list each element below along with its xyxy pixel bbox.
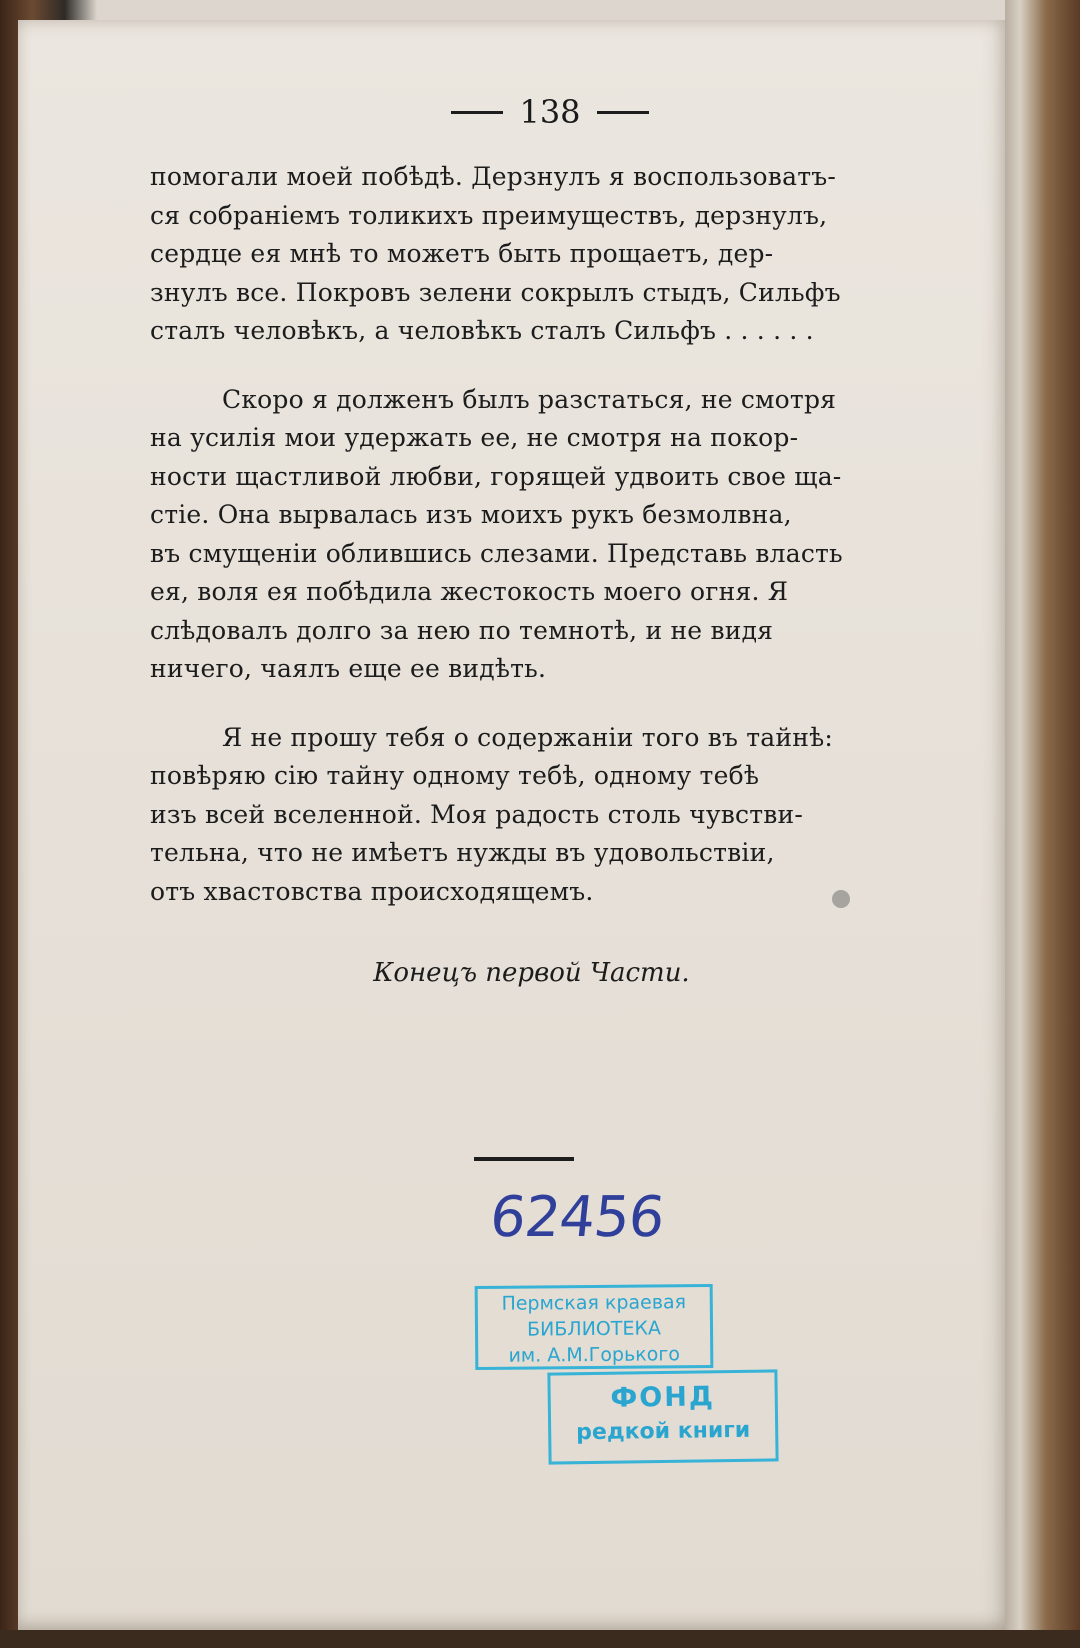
text-line: ся собраніемъ толикихъ преимуществъ, дерзнулъ, [150, 200, 828, 230]
text-line: сталъ человѣкъ, а человѣкъ сталъ Сильфъ . . . . . . [150, 316, 814, 345]
text-line: тельна, что не имѣетъ нужды въ удовольствіи, [150, 838, 775, 867]
text-line: ности щастливой любви, горящей удвоить свое ща- [150, 461, 842, 491]
book-spine-edge [1005, 0, 1080, 1648]
fund-stamp-line-2: редкой книги [576, 1417, 751, 1446]
header-dash-right [597, 111, 649, 114]
library-stamp [475, 1284, 714, 1370]
text-line: помогали моей побѣдѣ. Дерзнулъ я воспользоватъ- [150, 162, 836, 191]
text-line: изъ всей вселенной. Моя радость столь чувстви- [150, 799, 804, 829]
paragraph-3 [150, 719, 913, 912]
text-line: ея, воля ея побѣдила жестокость моего огня. Я [150, 577, 789, 606]
end-of-part-note: Конецъ первой Части. [373, 958, 690, 988]
text-line: стіе. Она вырвалась изъ моихъ рукъ безмолвна, [150, 500, 792, 529]
fund-stamp-line-1: ФОНД [610, 1381, 716, 1414]
scan-bottom-edge [0, 1630, 1080, 1648]
rare-books-fund-stamp [547, 1369, 778, 1464]
library-stamp-line-3: им. А.М.Горького [508, 1343, 681, 1367]
page-number: 138 [519, 93, 581, 131]
paragraph-1 [150, 158, 913, 351]
text-line: знулъ все. Покровъ зелени сокрылъ стыдъ, Сильфъ [150, 277, 841, 307]
text-line: въ смущеніи облившись слезами. Представь власть [150, 538, 843, 568]
text-line: Скоро я долженъ былъ разстаться, не смотря [222, 384, 837, 414]
text-line: отъ хвастовства происходящемъ. [150, 876, 594, 906]
text-line: на усилія мои удержать ее, не смотря на покор- [150, 423, 799, 452]
closing-rule [474, 1157, 574, 1161]
paragraph-2 [150, 381, 913, 689]
page-header [440, 92, 660, 132]
text-line: ничего, чаялъ еще ее видѣть. [150, 654, 547, 683]
paper-blemish [832, 890, 850, 908]
text-line: слѣдовалъ долго за нею по темнотѣ, и не видя [150, 615, 774, 645]
text-line: повѣряю сію тайну одному тебѣ, одному тебѣ [150, 761, 760, 790]
text-line: сердце ея мнѣ то можетъ быть прощаетъ, дер- [150, 239, 774, 268]
text-line: Я не прошу тебя о содержаніи того въ тайнѣ: [222, 722, 834, 752]
library-stamp-line-2: БИБЛИОТЕКА [527, 1317, 662, 1341]
header-dash-left [451, 111, 503, 114]
body-text [150, 158, 913, 941]
inventory-number-handwritten: 62456 [486, 1185, 667, 1250]
library-stamp-line-1: Пермская краевая [501, 1291, 687, 1315]
